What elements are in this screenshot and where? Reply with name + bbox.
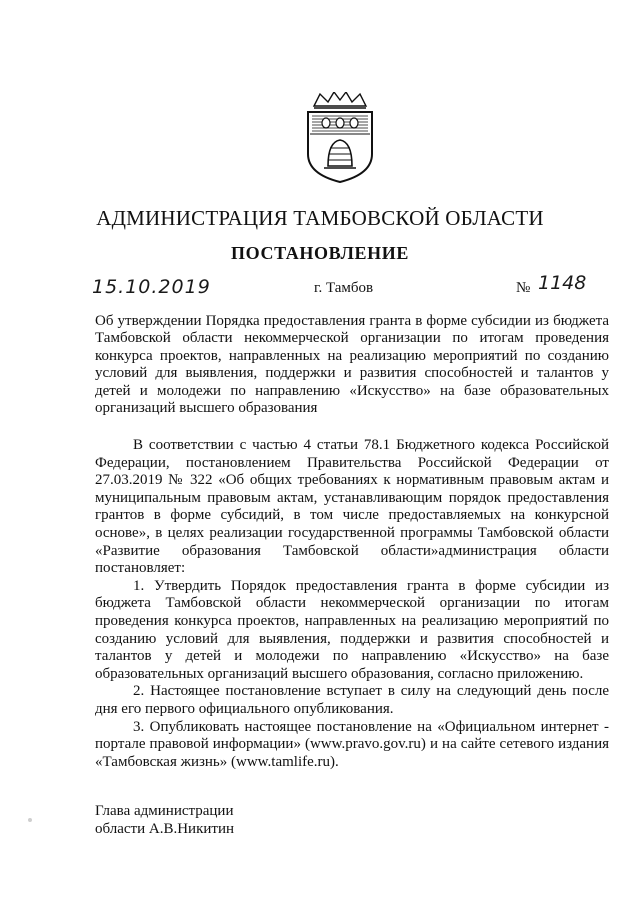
document-body xyxy=(95,437,609,771)
number-sign: № xyxy=(516,280,531,296)
agency-title: АДМИНИСТРАЦИЯ ТАМБОВСКОЙ ОБЛАСТИ xyxy=(96,206,544,230)
tambov-coat-of-arms-icon xyxy=(300,92,380,184)
signature-block xyxy=(95,803,234,838)
document-type: ПОСТАНОВЛЕНИЕ xyxy=(231,243,409,263)
body-paragraph: В соответствии с частью 4 статьи 78.1 Бюджетного кодекса Российской Федерации, постановлением Правительства Российской Федерации от 27.03.2019 № 322 «Об общих требованиях к нормативным правовым актам и муниципальным правовым актам, устанавливающим порядок предоставления грантов в форме субсидий, в том числе предоставляемых на конкурсной основе», в целях реализации государственной программы Тамбовской области «Развитие образования Тамбовской области»администрация области постановляет: xyxy=(95,437,609,577)
document-subject: Об утверждении Порядка предоставления гранта в форме субсидии из бюджета Тамбовской области некоммерческой организации по итогам проведения конкурса проектов, направленных на реализацию мероприятий по созданию условий для выявления, поддержки и развития способностей и талантов у детей и молодежи по направлению «Искусство» на базе образовательных организаций высшего образования xyxy=(95,313,609,417)
body-paragraph: 2. Настоящее постановление вступает в силу на следующий день после дня его первого официального опубликования. xyxy=(95,683,609,717)
document-number: 1148 xyxy=(538,272,587,294)
body-paragraph: 1. Утвердить Порядок предоставления гранта в форме субсидии из бюджета Тамбовской области некоммерческой организации по итогам проведения конкурса проектов, направленных на реализацию мероприятий по созданию условий для выявления, поддержки и развития способностей и талантов у детей и молодежи по направлению «Искусство» на базе образовательных организаций высшего образования, согласно приложению. xyxy=(95,577,609,682)
scan-dot xyxy=(28,818,32,822)
signature-name: области А.В.Никитин xyxy=(95,820,235,837)
document-city: г. Тамбов xyxy=(314,280,374,296)
body-paragraph: 3. Опубликовать настоящее постановление на «Официальном интернет - портале правовой информации» (www.pravo.gov.ru) и на сайте сетевого издания «Тамбовская жизнь» (www.tamlife.ru). xyxy=(95,718,609,770)
signature-position: Глава администрации xyxy=(95,803,234,819)
document-date: 15.10.2019 xyxy=(92,276,211,298)
